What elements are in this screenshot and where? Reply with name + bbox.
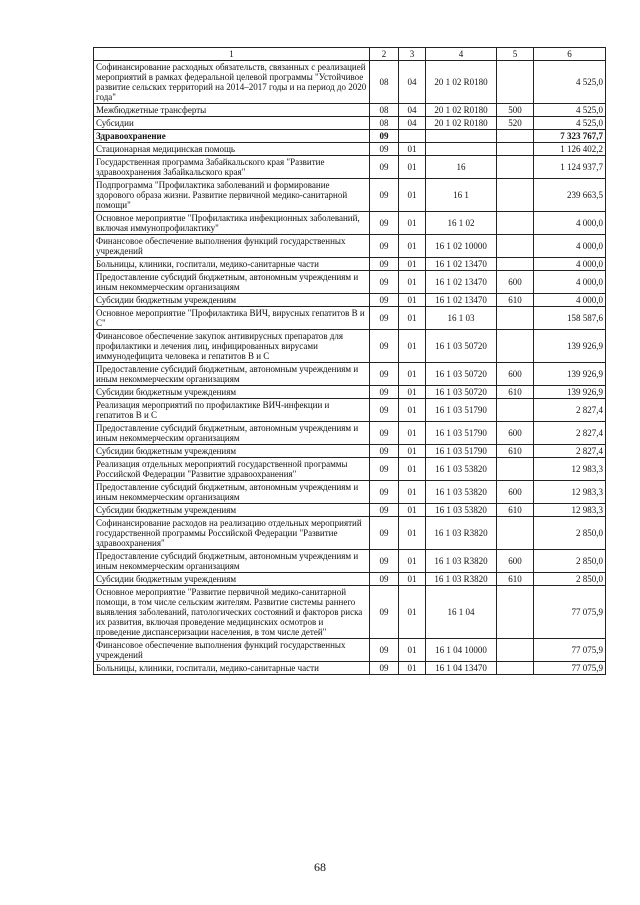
expense-name-cell: Финансовое обеспечение выполнения функций государственных учреждений xyxy=(94,639,370,662)
amount-cell: 4 000,0 xyxy=(534,235,606,258)
target-article-cell: 16 1 03 51790 xyxy=(426,399,497,422)
expense-type-cell xyxy=(497,307,534,330)
table-row xyxy=(94,156,606,179)
target-article-cell: 16 1 xyxy=(426,179,497,212)
subsection-code-cell: 01 xyxy=(399,504,426,517)
expense-type-cell xyxy=(497,212,534,235)
table-row xyxy=(94,104,606,117)
subsection-code-cell: 04 xyxy=(399,104,426,117)
expense-name-cell: Основное мероприятие "Развитие первичной медико-санитарной помощи, в том числе сельским жителям. Развитие системы раннего выявления заболеваний, патологических состояний и факторов риска их развития, включая проведение медицинских осмотров и проведение диспансеризации населения, в том числе детей" xyxy=(94,586,370,639)
expense-name-cell: Основное мероприятие "Профилактика ВИЧ, вирусных гепатитов В и С" xyxy=(94,307,370,330)
expense-name-cell: Больницы, клиники, госпитали, медико-санитарные части xyxy=(94,662,370,675)
amount-cell: 12 983,3 xyxy=(534,504,606,517)
subsection-code-cell: 01 xyxy=(399,143,426,156)
section-code-cell: 09 xyxy=(370,662,399,675)
expense-type-cell xyxy=(497,235,534,258)
amount-cell: 139 926,9 xyxy=(534,386,606,399)
page-number: 68 xyxy=(314,860,326,874)
target-article-cell: 16 1 04 13470 xyxy=(426,662,497,675)
table-row xyxy=(94,458,606,481)
amount-cell: 4 000,0 xyxy=(534,271,606,294)
expense-name-cell: Софинансирование расходных обязательств, связанных с реализацией мероприятий в рамках федеральной целевой программы "Устойчивое развитие сельских территорий на 2014–2017 годы и на период до 2020 года" xyxy=(94,61,370,104)
table-row xyxy=(94,130,606,143)
target-article-cell: 16 1 03 50720 xyxy=(426,330,497,363)
expense-type-cell: 600 xyxy=(497,550,534,573)
target-article-cell: 16 1 03 53820 xyxy=(426,458,497,481)
subsection-code-cell: 01 xyxy=(399,156,426,179)
amount-cell: 239 663,5 xyxy=(534,179,606,212)
target-article-cell: 16 1 03 53820 xyxy=(426,504,497,517)
amount-cell: 4 000,0 xyxy=(534,258,606,271)
subsection-code-cell: 01 xyxy=(399,363,426,386)
table-row xyxy=(94,271,606,294)
section-code-cell: 09 xyxy=(370,422,399,445)
section-code-cell: 08 xyxy=(370,61,399,104)
target-article-cell: 16 1 02 13470 xyxy=(426,271,497,294)
header-col-5: 5 xyxy=(497,48,534,61)
expense-type-cell xyxy=(497,130,534,143)
table-row xyxy=(94,550,606,573)
subsection-code-cell: 04 xyxy=(399,61,426,104)
header-col-4: 4 xyxy=(426,48,497,61)
expense-type-cell: 610 xyxy=(497,294,534,307)
table-row xyxy=(94,517,606,550)
budget-table xyxy=(93,47,606,675)
expense-type-cell xyxy=(497,179,534,212)
subsection-code-cell: 01 xyxy=(399,271,426,294)
table-row xyxy=(94,363,606,386)
target-article-cell: 16 1 03 R3820 xyxy=(426,550,497,573)
table-row xyxy=(94,117,606,130)
table-row xyxy=(94,258,606,271)
subsection-code-cell: 01 xyxy=(399,662,426,675)
target-article-cell: 16 1 04 10000 xyxy=(426,639,497,662)
subsection-code-cell: 01 xyxy=(399,399,426,422)
expense-type-cell xyxy=(497,662,534,675)
expense-name-cell: Предоставление субсидий бюджетным, автономным учреждениям и иным некоммерческим организациям xyxy=(94,422,370,445)
table-row xyxy=(94,179,606,212)
expense-type-cell: 610 xyxy=(497,386,534,399)
amount-cell: 4 000,0 xyxy=(534,294,606,307)
table-row xyxy=(94,399,606,422)
target-article-cell: 16 1 03 xyxy=(426,307,497,330)
subsection-code-cell: 01 xyxy=(399,212,426,235)
expense-name-cell: Предоставление субсидий бюджетным, автономным учреждениям и иным некоммерческим организациям xyxy=(94,550,370,573)
subsection-code-cell: 01 xyxy=(399,422,426,445)
section-code-cell: 09 xyxy=(370,130,399,143)
expense-name-cell: Субсидии бюджетным учреждениям xyxy=(94,386,370,399)
section-code-cell: 09 xyxy=(370,399,399,422)
subsection-code-cell: 01 xyxy=(399,386,426,399)
table-row xyxy=(94,586,606,639)
section-code-cell: 09 xyxy=(370,386,399,399)
subsection-code-cell: 04 xyxy=(399,117,426,130)
table-row xyxy=(94,504,606,517)
table-row xyxy=(94,662,606,675)
amount-cell: 12 983,3 xyxy=(534,458,606,481)
subsection-code-cell: 01 xyxy=(399,307,426,330)
table-row xyxy=(94,294,606,307)
expense-name-cell: Субсидии бюджетным учреждениям xyxy=(94,445,370,458)
subsection-code-cell: 01 xyxy=(399,573,426,586)
subsection-code-cell: 01 xyxy=(399,458,426,481)
subsection-code-cell: 01 xyxy=(399,550,426,573)
target-article-cell xyxy=(426,143,497,156)
expense-type-cell xyxy=(497,399,534,422)
section-code-cell: 09 xyxy=(370,235,399,258)
expense-name-cell: Межбюджетные трансферты xyxy=(94,104,370,117)
section-code-cell: 09 xyxy=(370,445,399,458)
expense-name-cell: Финансовое обеспечение закупок антивирусных препаратов для профилактики и лечения лиц, инфицированных вирусами иммунодефицита человека и гепатитов В и С xyxy=(94,330,370,363)
table-header-row xyxy=(94,48,606,61)
expense-name-cell: Реализация отдельных мероприятий государственной программы Российской Федерации "Развитие здравоохранения" xyxy=(94,458,370,481)
amount-cell: 2 827,4 xyxy=(534,399,606,422)
table-row xyxy=(94,481,606,504)
subsection-code-cell: 01 xyxy=(399,639,426,662)
table-row xyxy=(94,212,606,235)
section-code-cell: 09 xyxy=(370,458,399,481)
expense-type-cell xyxy=(497,61,534,104)
expense-type-cell: 600 xyxy=(497,363,534,386)
subsection-code-cell: 01 xyxy=(399,330,426,363)
target-article-cell: 16 1 03 R3820 xyxy=(426,517,497,550)
amount-cell: 1 124 937,7 xyxy=(534,156,606,179)
section-code-cell: 09 xyxy=(370,573,399,586)
target-article-cell: 16 1 02 xyxy=(426,212,497,235)
target-article-cell: 16 1 03 53820 xyxy=(426,481,497,504)
table-row xyxy=(94,235,606,258)
section-code-cell: 09 xyxy=(370,156,399,179)
subsection-code-cell xyxy=(399,130,426,143)
expense-type-cell: 600 xyxy=(497,481,534,504)
subsection-code-cell: 01 xyxy=(399,517,426,550)
amount-cell: 139 926,9 xyxy=(534,363,606,386)
section-code-cell: 09 xyxy=(370,586,399,639)
amount-cell: 77 075,9 xyxy=(534,639,606,662)
subsection-code-cell: 01 xyxy=(399,481,426,504)
expense-name-cell: Субсидии бюджетным учреждениям xyxy=(94,573,370,586)
section-code-cell: 09 xyxy=(370,517,399,550)
table-row xyxy=(94,143,606,156)
expense-name-cell: Подпрограмма "Профилактика заболеваний и формирование здорового образа жизни. Развитие первичной медико-санитарной помощи" xyxy=(94,179,370,212)
amount-cell: 1 126 402,2 xyxy=(534,143,606,156)
section-code-cell: 08 xyxy=(370,117,399,130)
target-article-cell: 16 1 02 13470 xyxy=(426,258,497,271)
expense-type-cell xyxy=(497,517,534,550)
target-article-cell: 16 1 02 13470 xyxy=(426,294,497,307)
amount-cell: 4 525,0 xyxy=(534,104,606,117)
expense-type-cell xyxy=(497,586,534,639)
section-code-cell: 09 xyxy=(370,639,399,662)
subsection-code-cell: 01 xyxy=(399,179,426,212)
expense-type-cell: 610 xyxy=(497,573,534,586)
subsection-code-cell: 01 xyxy=(399,235,426,258)
expense-type-cell xyxy=(497,458,534,481)
amount-cell: 4 525,0 xyxy=(534,117,606,130)
expense-type-cell: 500 xyxy=(497,104,534,117)
section-code-cell: 09 xyxy=(370,271,399,294)
target-article-cell: 16 1 04 xyxy=(426,586,497,639)
amount-cell: 7 323 767,7 xyxy=(534,130,606,143)
target-article-cell: 16 1 03 51790 xyxy=(426,445,497,458)
expense-name-cell: Больницы, клиники, госпитали, медико-санитарные части xyxy=(94,258,370,271)
expense-type-cell xyxy=(497,639,534,662)
expense-name-cell: Субсидии бюджетным учреждениям xyxy=(94,294,370,307)
target-article-cell: 16 xyxy=(426,156,497,179)
amount-cell: 2 850,0 xyxy=(534,573,606,586)
header-col-1: 1 xyxy=(94,48,370,61)
expense-type-cell: 600 xyxy=(497,422,534,445)
expense-type-cell: 600 xyxy=(497,271,534,294)
table-row xyxy=(94,445,606,458)
subsection-code-cell: 01 xyxy=(399,258,426,271)
table-row xyxy=(94,573,606,586)
expense-name-cell: Предоставление субсидий бюджетным, автономным учреждениям и иным некоммерческим организациям xyxy=(94,271,370,294)
subsection-code-cell: 01 xyxy=(399,294,426,307)
expense-name-cell: Субсидии бюджетным учреждениям xyxy=(94,504,370,517)
section-code-cell: 09 xyxy=(370,330,399,363)
table-row xyxy=(94,639,606,662)
expense-name-cell: Предоставление субсидий бюджетным, автономным учреждениям и иным некоммерческим организациям xyxy=(94,363,370,386)
section-code-cell: 09 xyxy=(370,363,399,386)
expense-type-cell xyxy=(497,143,534,156)
amount-cell: 4 525,0 xyxy=(534,61,606,104)
section-code-cell: 09 xyxy=(370,143,399,156)
expense-name-cell: Софинансирование расходов на реализацию отдельных мероприятий государственной программы Российской Федерации "Развитие здравоохранения" xyxy=(94,517,370,550)
amount-cell: 12 983,3 xyxy=(534,481,606,504)
expense-type-cell: 520 xyxy=(497,117,534,130)
section-code-cell: 09 xyxy=(370,550,399,573)
section-code-cell: 09 xyxy=(370,481,399,504)
expense-name-cell: Основное мероприятие "Профилактика инфекционных заболеваний, включая иммунопрофилактику" xyxy=(94,212,370,235)
table-row xyxy=(94,61,606,104)
expense-type-cell xyxy=(497,258,534,271)
target-article-cell: 20 1 02 R0180 xyxy=(426,104,497,117)
target-article-cell: 16 1 03 51790 xyxy=(426,422,497,445)
expense-type-cell xyxy=(497,330,534,363)
table-row xyxy=(94,330,606,363)
target-article-cell: 20 1 02 R0180 xyxy=(426,61,497,104)
section-code-cell: 09 xyxy=(370,307,399,330)
amount-cell: 4 000,0 xyxy=(534,212,606,235)
expense-type-cell xyxy=(497,156,534,179)
amount-cell: 2 827,4 xyxy=(534,422,606,445)
target-article-cell xyxy=(426,130,497,143)
expense-name-cell: Предоставление субсидий бюджетным, автономным учреждениям и иным некоммерческим организациям xyxy=(94,481,370,504)
section-code-cell: 09 xyxy=(370,294,399,307)
target-article-cell: 16 1 03 50720 xyxy=(426,363,497,386)
subsection-code-cell: 01 xyxy=(399,445,426,458)
target-article-cell: 16 1 02 10000 xyxy=(426,235,497,258)
amount-cell: 2 850,0 xyxy=(534,550,606,573)
section-code-cell: 09 xyxy=(370,258,399,271)
section-code-cell: 09 xyxy=(370,504,399,517)
section-code-cell: 09 xyxy=(370,212,399,235)
amount-cell: 139 926,9 xyxy=(534,330,606,363)
expense-name-cell: Субсидии xyxy=(94,117,370,130)
header-col-2: 2 xyxy=(370,48,399,61)
expense-name-cell: Стационарная медицинская помощь xyxy=(94,143,370,156)
header-col-3: 3 xyxy=(399,48,426,61)
section-code-cell: 09 xyxy=(370,179,399,212)
expense-name-cell: Здравоохранение xyxy=(94,130,370,143)
amount-cell: 77 075,9 xyxy=(534,662,606,675)
expense-name-cell: Реализация мероприятий по профилактике ВИЧ-инфекции и гепатитов В и С xyxy=(94,399,370,422)
amount-cell: 2 850,0 xyxy=(534,517,606,550)
table-row xyxy=(94,386,606,399)
expense-type-cell: 610 xyxy=(497,445,534,458)
expense-name-cell: Государственная программа Забайкальского края "Развитие здравоохранения Забайкальского края" xyxy=(94,156,370,179)
header-col-6: 6 xyxy=(534,48,606,61)
expense-type-cell: 610 xyxy=(497,504,534,517)
target-article-cell: 20 1 02 R0180 xyxy=(426,117,497,130)
amount-cell: 77 075,9 xyxy=(534,586,606,639)
expense-name-cell: Финансовое обеспечение выполнения функций государственных учреждений xyxy=(94,235,370,258)
target-article-cell: 16 1 03 R3820 xyxy=(426,573,497,586)
table-row xyxy=(94,422,606,445)
target-article-cell: 16 1 03 50720 xyxy=(426,386,497,399)
section-code-cell: 08 xyxy=(370,104,399,117)
subsection-code-cell: 01 xyxy=(399,586,426,639)
table-row xyxy=(94,307,606,330)
amount-cell: 2 827,4 xyxy=(534,445,606,458)
amount-cell: 158 587,6 xyxy=(534,307,606,330)
